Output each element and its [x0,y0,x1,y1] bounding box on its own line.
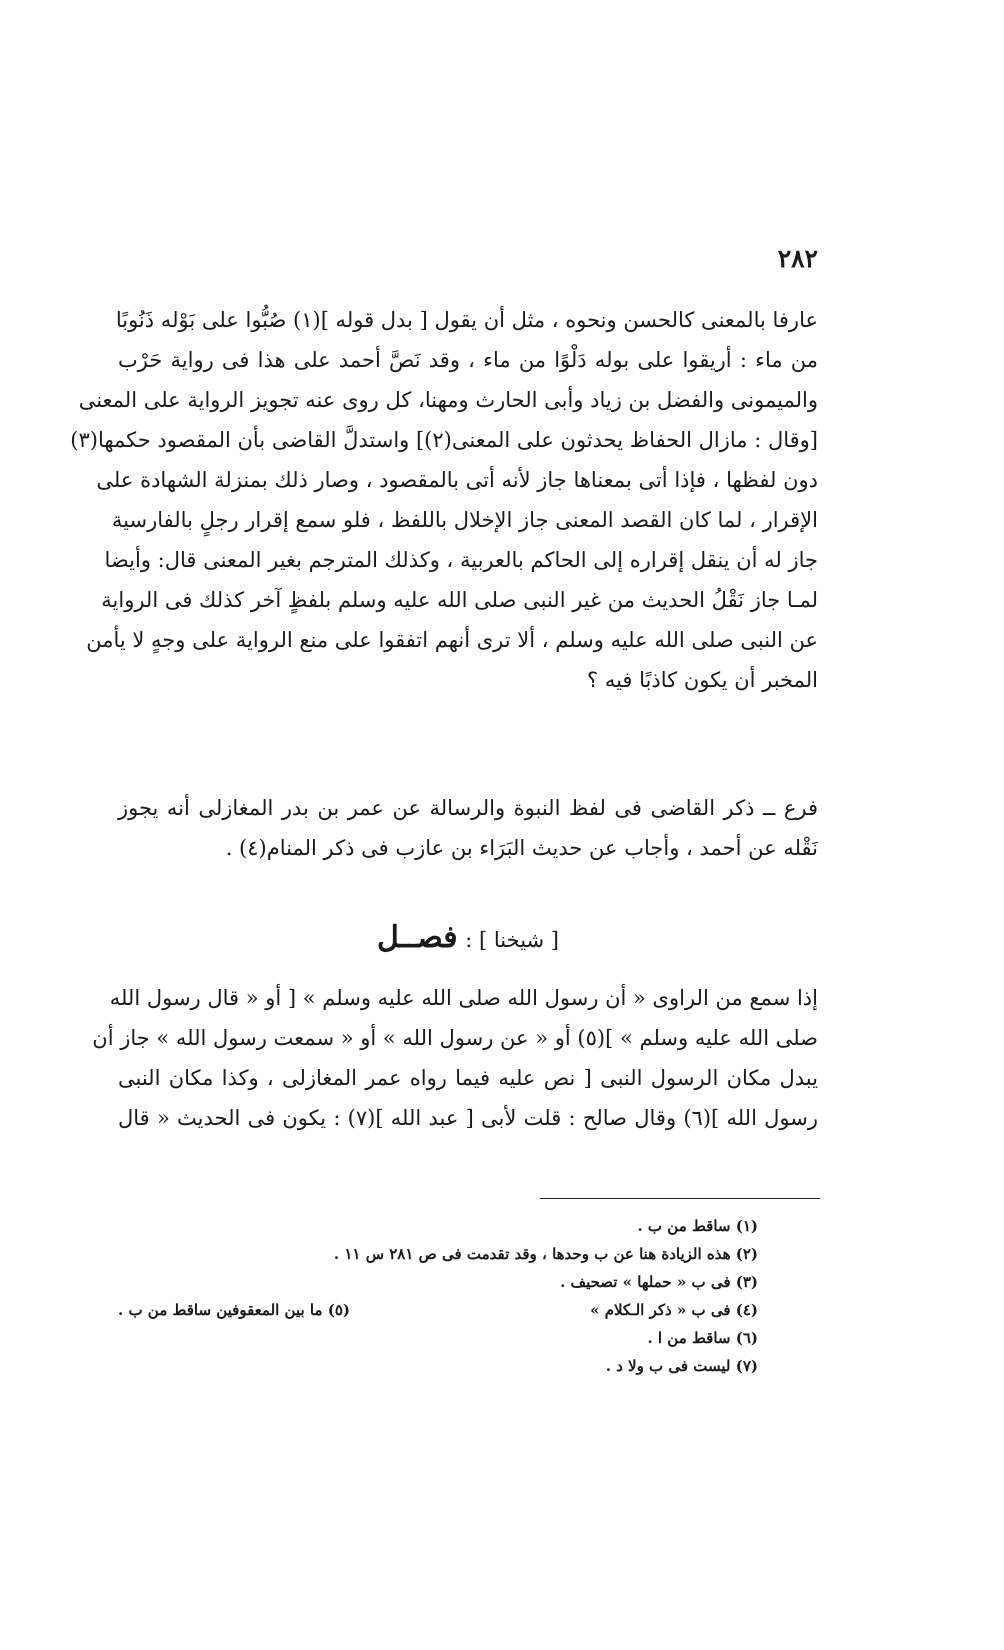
footnote: (٣) فى ب « حملها » تصحيف . [560,1273,758,1291]
footnote-row [118,1296,758,1324]
footnote: (٢) هذه الزيادة هنا عن ب وحدها ، وقد تقدمت فى ص ٢٨١ س ١١ . [333,1245,758,1263]
section-heading [118,920,818,955]
footnote: (٥) ما بين المعقوفين ساقط من ب . [118,1301,350,1319]
text-line: نَقْله عن أحمد ، وأجاب عن حديث البَرَاء بن عازب فى ذكر المنام(٤) . [225,836,818,860]
footnote: (٦) ساقط من ا . [647,1329,758,1347]
text-line: من ماء : أريقوا على بوله دَلْوًا من ماء ، وقد نَصَّ أحمد على هذا فى رواية حَرْب [118,348,818,372]
footnote: (٤) فى ب « ذكر الـكلام » [590,1301,758,1319]
text-line: الإقرار ، لما كان القصد المعنى جاز الإخلال باللفظ ، فلو سمع إقرار رجلٍ بالفارسية [111,508,818,532]
text-line: عن النبى صلى الله عليه وسلم ، ألا ترى أنهم اتفقوا على منع الرواية على وجهٍ لا يأمن [86,628,818,652]
paragraph-section [92,978,819,1138]
page-number: ٢٨٢ [777,244,818,273]
footnote-divider [540,1198,820,1199]
text-line: والميمونى والفضل بن زياد وأبى الحارث ومهنا، كل روى عنه تجويز الرواية على المعنى [78,388,818,412]
footnote: (٧) ليست فى ب ولا د . [605,1357,758,1375]
text-line: جاز له أن ينقل إقراره إلى الحاكم بالعربية ، وكذلك المترجم بغير المعنى قال: وأيضا [104,548,818,572]
text-line: إذا سمع من الراوى « أن رسول الله صلى الله عليه وسلم » [ أو « قال رسول الله [109,986,818,1010]
footnotes [118,1212,758,1380]
heading-word: فصــل [376,920,458,955]
heading-bracket: [ شيخنا ] : [465,928,559,952]
text-line: يبدل مكان الرسول النبى [ نص عليه فيما رواه عمر المغازلى ، وكذا مكان النبى [118,1066,818,1090]
paragraph-branch [118,788,818,868]
text-line: دون لفظها ، فإذا أتى بمعناها جاز لأنه أتى بالمقصود ، وصار ذلك بمنزلة الشهادة على [96,468,818,492]
text-line: [وقال : مازال الحفاظ يحدثون على المعنى(٢)] واستدلَّ القاضى بأن المقصود حكمها(٣) [70,428,818,452]
text-line: لمـا جاز نَقْلُ الحديث من غير النبى صلى الله عليه وسلم بلفظٍ آخر كذلك فى الرواية [101,588,818,612]
text-line: صلى الله عليه وسلم » ](٥) أو « عن رسول الله » أو « سمعت رسول الله » جاز أن [92,1026,818,1050]
text-line: عارفا بالمعنى كالحسن ونحوه ، مثل أن يقول [ بدل قوله ](١) صُبُّوا على بَوْله ذَنُوبًا [115,308,818,332]
text-line: المخبر أن يكون كاذبًا فيه ؟ [587,668,818,692]
text-line: رسول الله ](٦) وقال صالح : قلت لأبى [ عبد الله ](٧) : يكون فى الحديث « قال [118,1106,819,1130]
paragraph-main [70,300,818,700]
footnote: (١) ساقط من ب . [637,1217,758,1235]
text-line: فرع ــ ذكر القاضى فى لفظ النبوة والرسالة عن عمر بن بدر المغازلى أنه يجوز [118,796,818,820]
